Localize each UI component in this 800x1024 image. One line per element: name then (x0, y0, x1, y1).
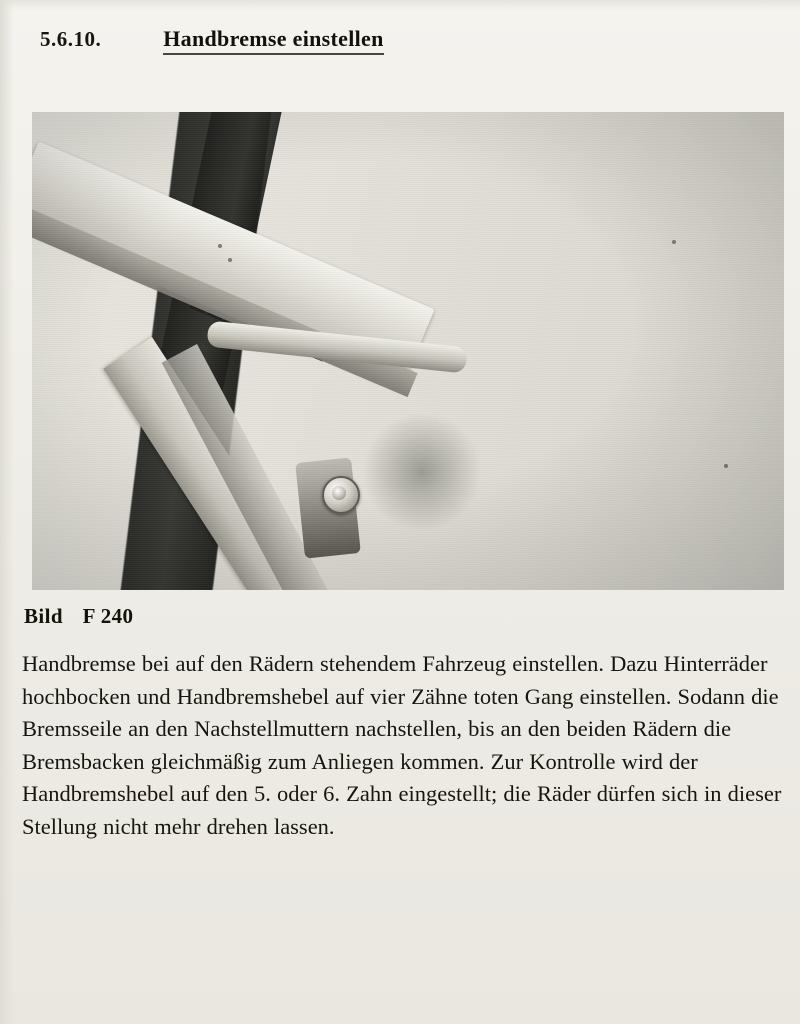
body-paragraph: Handbremse bei auf den Rädern stehendem Fahrzeug einstellen. Dazu Hinterräder hochbocken und Handbremshebel auf vier Zähne toten Gang einstellen. Sodann die Bremsseile an den Nachstellmuttern nachstellen, bis an den beiden Rädern die Bremsbacken gleichmäßig zum Anliegen kommen. Zur Kontrolle wird der Handbremshebel auf den 5. oder 6. Zahn eingestellt; die Räder dürfen sich in dieser Stellung nicht mehr drehen lassen. (22, 651, 782, 839)
photo-speck (724, 464, 728, 468)
photo-speck (228, 258, 232, 262)
photo-canvas (32, 112, 784, 590)
figure-caption-label: Bild (24, 604, 63, 628)
section-number: 5.6.10. (40, 27, 102, 51)
photo-speck (218, 244, 222, 248)
section-heading (40, 26, 760, 66)
photo-shadow (362, 412, 482, 532)
photo-speck (672, 240, 676, 244)
page-edge-left (0, 0, 14, 1024)
figure-caption (24, 604, 133, 629)
photo-pivot-bolt-center (332, 486, 346, 500)
figure-caption-id: F 240 (82, 604, 134, 628)
page-title: Handbremse einstellen (163, 26, 384, 51)
body-text (22, 648, 782, 843)
page-edge-top (0, 0, 800, 10)
figure-image (32, 112, 784, 590)
